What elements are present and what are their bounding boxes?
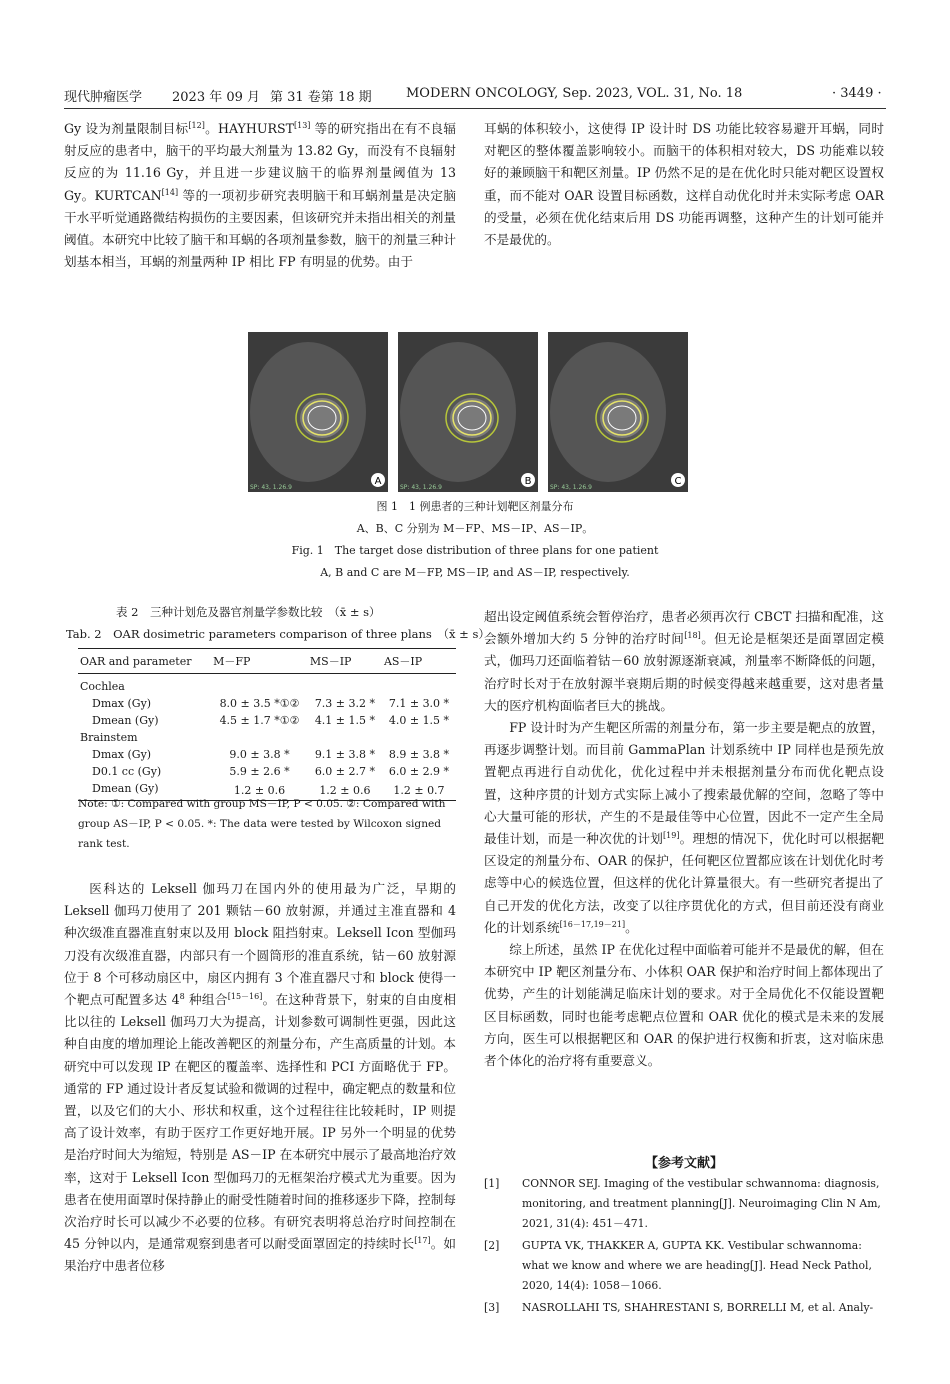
- table-header-cell: OAR and parameter: [78, 649, 211, 674]
- panel-sp-readout: SP: 43, 1.26.9: [550, 484, 592, 491]
- issue-date-cn: 2023 年 09 月: [172, 90, 261, 105]
- journal-name-cn: 现代肿瘤医学: [64, 90, 143, 105]
- citation: [16－17,19－21]: [559, 919, 626, 929]
- text-run: 。理想的情况下，优化时可以根据靶区设定的剂量分布、OAR 的保护，任何靶区位置都应该在计划优化时考虑等中心的候选位置，但这样的优化计算量很大。有一些研究者提出了自己开发的优化方法，改变了以往序贯优化的方式，但目前还没有商业化的计划系统: [484, 831, 885, 935]
- figure-subcaption-en: A, B and C are M－FP, MS－IP, and AS－IP, respectively.: [320, 566, 630, 579]
- citation: [19]: [663, 830, 680, 840]
- table-cell: 4.1 ± 1.5 *: [314, 714, 376, 727]
- table-cell: 4.5 ± 1.7 *①②: [219, 714, 300, 727]
- row-label: Dmean (Gy): [78, 780, 211, 801]
- table-row: [78, 729, 456, 746]
- reference-text: NASROLLAHI TS, SHAHRESTANI S, BORRELLI M, et al. Analy-: [522, 1301, 874, 1314]
- reference-text: CONNOR SEJ. Imaging of the vestibular schwannoma: diagnosis, monitoring, and treatment planning[J]. Neuroimaging Clin N Am, 2021, 31(4): 451－471.: [522, 1177, 881, 1230]
- table-title-en: Tab. 2 OAR dosimetric parameters comparison of three plans （x̄ ± s）: [66, 627, 490, 641]
- paragraph: [484, 717, 884, 939]
- table-cell: [211, 674, 308, 696]
- row-label: Brainstem: [80, 731, 138, 744]
- panel-label: B: [524, 476, 532, 487]
- table-cell: 6.0 ± 2.9 *: [388, 765, 450, 778]
- text-run: 。: [625, 919, 638, 935]
- citation: [15－16]: [227, 991, 263, 1001]
- page-number: · 3449 ·: [832, 86, 882, 101]
- reference-number: [2]: [484, 1239, 500, 1252]
- references-heading: 【参考文献】: [644, 1156, 723, 1171]
- right-column-bottom: [484, 606, 884, 1072]
- panel-sp-readout: SP: 43, 1.26.9: [250, 484, 292, 491]
- volume-issue-cn: 第 31 卷第 18 期: [270, 90, 372, 105]
- text-run: 。但无论是框架还是面罩固定模式，伽玛刀还面临着钴－60 放射源逐渐衰减，剂量率不断降低的问题，治疗时长对于在放射源半衰期后期的时候变得越来越重要，这对患者量大的医疗机构面临者巨大的挑战。: [484, 631, 884, 713]
- table-row: [78, 712, 456, 729]
- oar-dosimetry-table: [78, 648, 456, 801]
- paragraph: 耳蜗的体积较小，这使得 IP 设计时 DS 功能比较容易避开耳蜗，同时对靶区的整体覆盖影响较小。而脑干的体积相对较大，DS 功能难以较好的兼顾脑干和靶区剂量。IP 仍然不足的是在优化时只能对靶区设置权重，而不能对 OAR 设置目标函数，这样自动优化时并未实际考虑 OAR 的受量，必须在优化结束后用 DS 功能再调整，这种产生的计划可能并不是最优的。: [484, 121, 884, 248]
- reference-item: [484, 1236, 884, 1296]
- citation: [12]: [188, 120, 205, 130]
- table-cell: 9.1 ± 3.8 *: [314, 748, 376, 761]
- citation: [17]: [414, 1236, 431, 1246]
- reference-item: [484, 1298, 884, 1318]
- panel-sp-readout: SP: 43, 1.26.9: [400, 484, 442, 491]
- reference-number: [3]: [484, 1301, 500, 1314]
- figure-1: [248, 332, 708, 492]
- citation: [13]: [293, 120, 311, 130]
- text-run: FP 设计时为产生靶区所需的剂量分布，第一步主要是靶点的放置，再逐步调整计划。而目前 GammaPlan 计划系统中 IP 同样也是预先放置靶点再进行自动优化，优化过程中并未根据剂量分布而优化靶点设置，这种序贯的计划方式实际上减小了搜索最优解的空间，忽略了等中心大量可能的形状，产生的不是最佳等中心位置，因此不一定产生全局最佳计划，而是一种次优的计划: [484, 720, 884, 847]
- table-cell: [308, 674, 382, 696]
- table-cell: 7.3 ± 3.2 *: [314, 697, 376, 710]
- panel-label: A: [374, 476, 382, 487]
- paragraph: [64, 878, 456, 1278]
- citation: [14]: [161, 187, 179, 197]
- paragraph: [484, 606, 884, 717]
- table-cell: 8.9 ± 3.8 *: [388, 748, 450, 761]
- journal-name-en: MODERN ONCOLOGY, Sep. 2023, VOL. 31, No. 18: [406, 86, 743, 101]
- table-cell: [382, 729, 456, 746]
- row-label: Dmax (Gy): [92, 697, 152, 710]
- text-run: 超出设定阈值系统会暂停治疗，患者必须再次行 CBCT 扫描和配准，这会额外增加大约 5 分钟的治疗时间: [484, 609, 884, 647]
- table-cell: 7.1 ± 3.0 *: [388, 697, 450, 710]
- figure-caption-en: Fig. 1 The target dose distribution of three plans for one patient: [291, 544, 659, 557]
- citation: [18]: [684, 631, 701, 641]
- text-run: 。如果治疗中患者位移: [64, 1236, 456, 1274]
- row-label: Cochlea: [80, 680, 125, 693]
- reference-number: [1]: [484, 1177, 500, 1190]
- paragraph: Gy 设为剂量限制目标[12]。HAYHURST[13] 等的研究指出在有不良辐射反应的患者中，脑干的平均最大剂量为 13.82 Gy，而没有不良辐射反应的为 11.16 Gy，并且进一步建议脑干的临界剂量阈值为 13 Gy。KURTCAN[14] 等的一项初步研究表明脑干和耳蜗剂量是决定脑干水平听觉通路微结构损伤的主要因素，但该研究并未指出相关的剂量阈值。本研究中比较了脑干和耳蜗的各项剂量参数，脑干的剂量三种计划基本相当，耳蜗的剂量两种 IP 相比 FP 有明显的优势。由于: [64, 120, 456, 270]
- table-cell: 1.2 ± 0.7: [382, 780, 456, 801]
- table-note: Note: ①: Compared with group MS－IP, P < 0.05. ②: Compared with group AS－IP, P < 0.05. *: The data were tested by Wilcoxon signed rank test.: [78, 798, 446, 850]
- reference-text: GUPTA VK, THAKKER A, GUPTA KK. Vestibular schwannoma: what we know and where we are heading[J]. Head Neck Pathol, 2020, 14(4): 1058－1066.: [522, 1239, 872, 1292]
- figure-panel-c: [548, 332, 688, 492]
- table-cell: 9.0 ± 3.8 *: [229, 748, 290, 761]
- figure-panel-a: [248, 332, 388, 492]
- left-column-bottom: [64, 878, 456, 1278]
- figure-panel-b: [398, 332, 538, 492]
- table-header-cell: MS－IP: [308, 649, 382, 674]
- paragraph: 综上所述，虽然 IP 在优化过程中面临着可能并不是最优的解，但在本研究中 IP 靶区剂量分布、小体积 OAR 保护和治疗时间上都体现出了优势，产生的计划能满足临床计划的要求。对于全局优化不仅能设置靶区目标函数，同时也能考虑靶点位置和 OAR 优化的模式是未来的发展方向，医生可以根据靶区和 OAR 的保护进行权衡和折衷，这对临床患者个体化的治疗将有重要意义。: [484, 942, 884, 1069]
- table-title-cn: 表 2 三种计划危及器官剂量学参数比较 （x̄ ± s）: [116, 605, 381, 619]
- table-row: [78, 674, 456, 696]
- left-column-top: [64, 118, 456, 273]
- table-cell: 8.0 ± 3.5 *①②: [219, 697, 300, 710]
- table-cell: 1.2 ± 0.6: [308, 780, 382, 801]
- table-row: [78, 763, 456, 780]
- text-run: 医科达的 Leksell 伽玛刀在国内外的使用最为广泛，早期的 Leksell 伽玛刀使用了 201 颗钴－60 放射源，并通过主准直器和 4 种次级准直器准直射束以及用 block 阻挡射束。Leksell Icon 型伽玛刀没有次级准直器，内部只有一个圆筒形的准直系统，钴－60 放射源位于 8 个可移动扇区中，扇区内拥有 3 个准直器尺寸和 block 使得一个靶点可配置多达 4: [64, 881, 456, 1008]
- table-cell: 1.2 ± 0.6: [211, 780, 308, 801]
- reference-item: [484, 1174, 884, 1234]
- text-run: 种组合: [184, 992, 228, 1008]
- text-run: 。在这种背景下，射束的自由度相比以往的 Leksell 伽玛刀大为提高，计划参数可调制性更强，因此这种自由度的增加理论上能改善靶区的剂量分布，产生高质量的计划。本研究中可以发现 IP 在靶区的覆盖率、选择性和 PCI 方面略优于 FP。通常的 FP 通过设计者反复试验和微调的过程中，确定靶点的数量和位置，以及它们的大小、形状和权重，这个过程往往比较耗时，IP 则提高了设计效率，有助于医疗工作更好地开展。IP 另外一个明显的优势是治疗时间大为缩短，特别是 AS－IP 在本研究中展示了最高地治疗效率，这对于 Leksell Icon 型伽玛刀的无框架治疗模式尤为重要。因为患者在使用面罩时保持静止的耐受性随着时间的推移逐步下降，控制每次治疗时长可以减少不必要的位移。有研究表明将总治疗时间控制在 45 分钟以内，是通常观察到患者可以耐受面罩固定的持续时长: [64, 992, 456, 1252]
- table-cell: 5.9 ± 2.6 *: [229, 765, 290, 778]
- table-cell: [308, 729, 382, 746]
- figure-caption-cn: 图 1 1 例患者的三种计划靶区剂量分布: [376, 500, 574, 513]
- right-column-top: [484, 118, 884, 251]
- table-header-cell: AS－IP: [382, 649, 456, 674]
- table-cell: [211, 729, 308, 746]
- figure-subcaption-cn: A、B、C 分别为 M－FP、MS－IP、AS－IP。: [356, 522, 594, 535]
- panel-label: C: [674, 476, 682, 487]
- table-cell: 6.0 ± 2.7 *: [314, 765, 376, 778]
- table-header-cell: M－FP: [211, 649, 308, 674]
- row-label: D0.1 cc (Gy): [92, 765, 162, 778]
- running-header: [64, 84, 886, 109]
- table-cell: [382, 674, 456, 696]
- row-label: Dmean (Gy): [92, 714, 159, 727]
- superscript: 8: [179, 991, 185, 1001]
- table-header-row: [78, 649, 456, 674]
- table-row: [78, 746, 456, 763]
- table-cell: 4.0 ± 1.5 *: [388, 714, 450, 727]
- row-label: Dmax (Gy): [92, 748, 152, 761]
- table-row: [78, 695, 456, 712]
